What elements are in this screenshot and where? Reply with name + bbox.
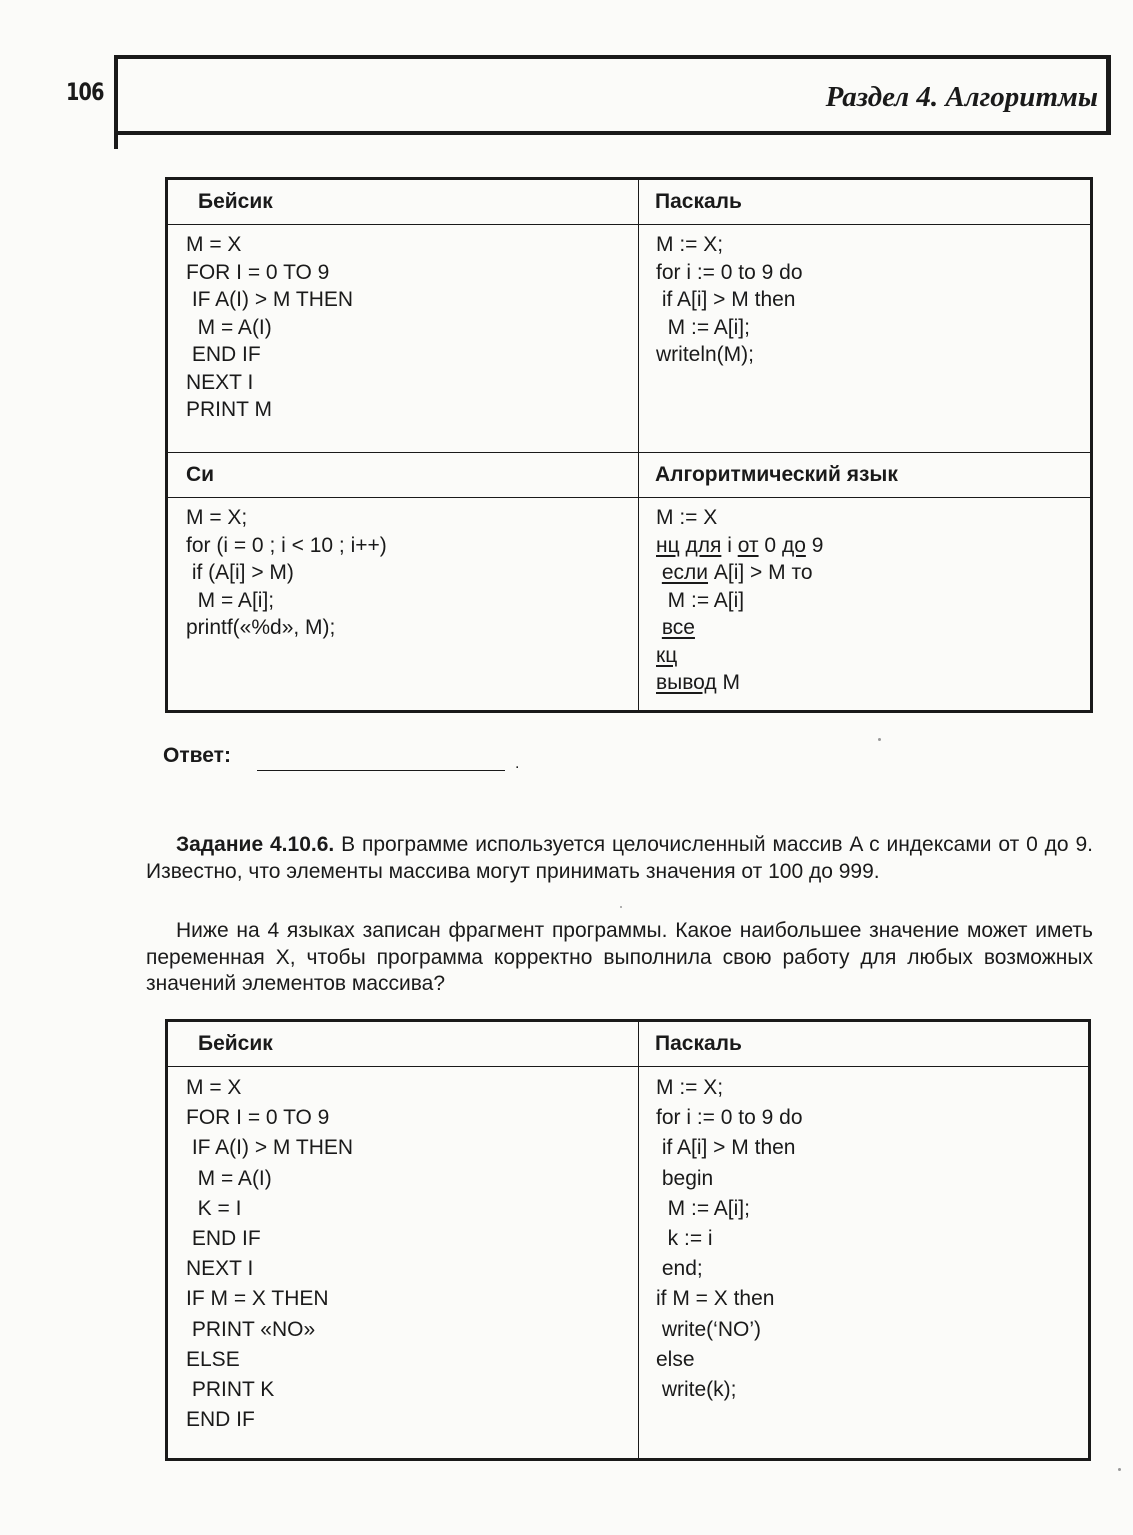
code-line <box>656 587 1090 615</box>
code-line: M := A[i]; <box>656 315 750 339</box>
code-line: for (i = 0 ; i < 10 ; i++) <box>186 533 387 557</box>
code-line: END IF <box>186 1408 255 1432</box>
code-line: IF M = X THEN <box>186 1287 329 1311</box>
scan-speck <box>620 906 622 908</box>
code-line: if A[i] > M then <box>656 1136 796 1160</box>
code-line: FOR I = 0 TO 9 <box>186 1106 330 1130</box>
basic-code-cell-2 <box>167 1067 639 1460</box>
task-text-1: В программе используется целочисленный массив A с индексами от 0 до 9. Известно, что элементы массива могут принимать значения от 100 до 999. <box>146 833 1094 883</box>
keyword-ot: от <box>737 533 759 557</box>
code-line: write(k); <box>656 1378 737 1402</box>
code-line <box>656 614 1090 642</box>
code-line: NEXT I <box>186 1257 254 1281</box>
pascal-code-cell <box>639 225 1092 453</box>
code-line: k := i <box>656 1227 713 1251</box>
code-line: else <box>656 1347 695 1371</box>
code-line: PRINT «NO» <box>186 1317 316 1341</box>
scan-speck <box>1118 1468 1121 1471</box>
basic-code-2 <box>168 1067 638 1435</box>
code-line <box>656 642 1090 670</box>
keyword-vyvod: вывод <box>656 671 717 694</box>
c-header: Си <box>167 453 639 498</box>
code-line: begin <box>656 1166 714 1190</box>
keyword-kc: кц <box>656 643 678 667</box>
code-line: M = X <box>186 233 242 256</box>
keyword-dlya: для <box>685 533 722 557</box>
algo-header: Алгоритмический язык <box>639 453 1092 498</box>
basic-header: Бейсик <box>167 179 639 225</box>
code-table-1 <box>165 177 1093 713</box>
output-var: M <box>722 671 740 694</box>
code-line: printf(«%d», M); <box>186 616 336 639</box>
code-line: ELSE <box>186 1347 240 1371</box>
answer-dot: . <box>515 755 520 772</box>
code-line: if A[i] > M then <box>656 288 796 311</box>
task-paragraph-1 <box>146 832 1093 885</box>
scan-speck <box>878 738 881 741</box>
code-line: M := X <box>656 506 718 529</box>
header-box <box>114 55 1111 135</box>
condition: A[i] > M то <box>713 561 813 584</box>
code-line: NEXT I <box>186 370 254 394</box>
code-line <box>656 532 1090 560</box>
section-title: Раздел 4. Алгоритмы <box>825 81 1098 113</box>
code-line <box>656 669 1090 697</box>
code-line: M = A[i]; <box>186 588 275 612</box>
loop-start: 0 <box>764 533 777 557</box>
code-line: M = A(I) <box>186 315 272 339</box>
code-line: for i := 0 to 9 do <box>656 1106 803 1130</box>
code-line: for i := 0 to 9 do <box>656 260 803 284</box>
c-code-cell <box>167 498 639 712</box>
algo-code <box>639 498 1090 697</box>
code-line: M = X; <box>186 506 248 529</box>
pascal-header: Паскаль <box>639 179 1092 225</box>
basic-code-cell <box>167 225 639 453</box>
keyword-nc: нц <box>656 533 680 557</box>
task-paragraph-2: Ниже на 4 языках записан фрагмент программы. Какое наибольшее значение может иметь переменная X, чтобы программа корректно выполнила свою работу для любых возможных значений элементов массива? <box>146 919 1093 995</box>
task-number: Задание 4.10.6. <box>176 833 335 856</box>
pascal-code-cell-2 <box>639 1067 1090 1460</box>
keyword-esli: если <box>661 561 709 584</box>
basic-code <box>168 225 638 424</box>
loop-end: 9 <box>811 533 824 557</box>
code-line: M := A[i]; <box>656 1196 750 1220</box>
code-line: END IF <box>186 1227 261 1251</box>
code-line: end; <box>656 1257 703 1281</box>
page-number: 106 <box>66 78 104 106</box>
code-line: if (A[i] > M) <box>186 561 294 584</box>
code-line: IF A(I) > M THEN <box>186 1136 354 1160</box>
code-line: M := X; <box>656 233 724 256</box>
pascal-code-2 <box>639 1067 1088 1405</box>
pascal-header-2: Паскаль <box>639 1021 1090 1067</box>
code-line: if M = X then <box>656 1287 775 1311</box>
code-line: M = X <box>186 1076 242 1099</box>
code-line: PRINT M <box>186 398 272 421</box>
basic-header-2: Бейсик <box>167 1021 639 1067</box>
keyword-do: до <box>781 533 806 557</box>
code-line <box>656 559 1090 587</box>
answer-label: Ответ: <box>163 744 231 767</box>
answer-line[interactable] <box>257 770 505 771</box>
loop-var: i <box>727 533 732 557</box>
code-line: writeln(M); <box>656 343 754 366</box>
code-line: K = I <box>186 1196 242 1220</box>
code-line: IF A(I) > M THEN <box>186 288 354 311</box>
code-table-2 <box>165 1019 1091 1461</box>
code-line: END IF <box>186 343 261 366</box>
c-code <box>168 498 638 642</box>
code-line: write(‘NO’) <box>656 1317 761 1341</box>
code-line: M := X; <box>656 1076 724 1099</box>
code-line: M = A(I) <box>186 1166 272 1190</box>
pascal-code <box>639 225 1090 369</box>
keyword-vse: все <box>661 616 695 639</box>
code-line: PRINT K <box>186 1378 275 1402</box>
assignment: M := A[i] <box>667 588 745 612</box>
algo-code-cell <box>639 498 1092 712</box>
code-line: FOR I = 0 TO 9 <box>186 260 330 284</box>
header-rule <box>114 127 118 149</box>
